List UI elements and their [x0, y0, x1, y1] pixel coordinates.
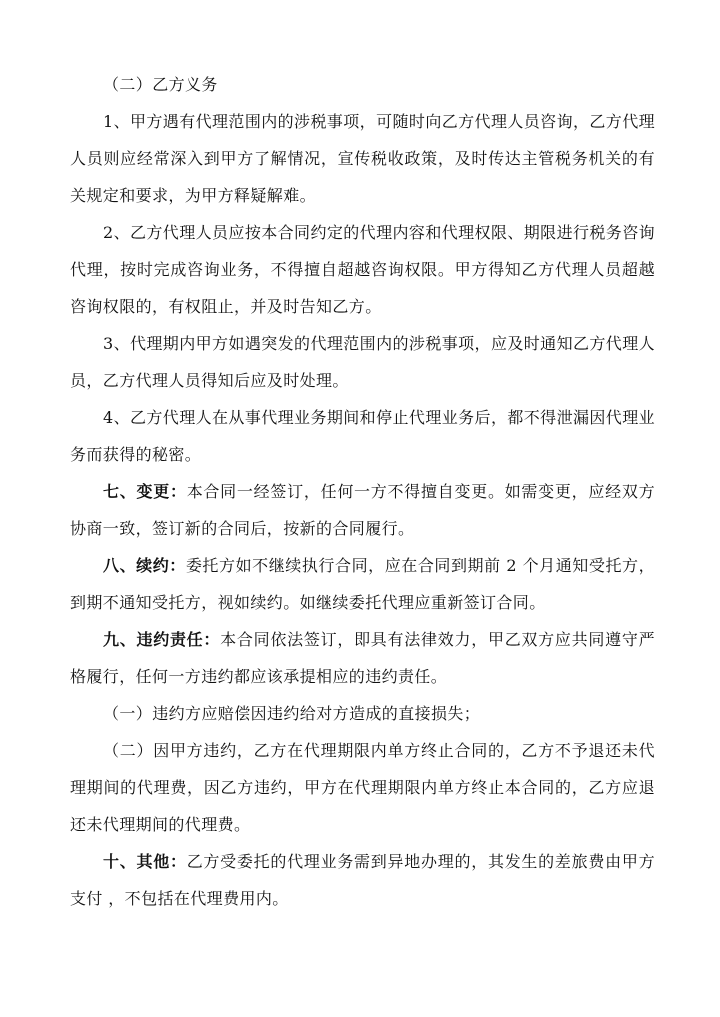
document-page [70, 66, 655, 917]
section-9-label: 九、违约责任： [103, 630, 221, 649]
section-10-paragraph [70, 843, 655, 917]
section-9-item-1: （一）违约方应赔偿因违约给对方造成的直接损失； [103, 704, 481, 723]
section-9-paragraph [70, 621, 655, 695]
section-10-label: 十、其他： [103, 852, 187, 871]
section-8-text: 委托方如不继续执行合同，应在合同到期前 2 个月通知受托方，到期不通知受托方，视如续约。如继续委托代理应重新签订合同。 [70, 556, 655, 612]
duty-3-paragraph: 3、代理期内甲方如遇突发的代理范围内的涉税事项，应及时通知乙方代理人员，乙方代理人员得知后应及时处理。 [70, 334, 655, 390]
section-7-paragraph [70, 473, 655, 547]
section-9-text: 本合同依法签订，即具有法律效力，甲乙双方应共同遵守严格履行，任何一方违约都应该承提相应的违约责任。 [70, 630, 655, 686]
section-8-label: 八、续约： [103, 556, 186, 575]
duty-1-paragraph: 1、甲方遇有代理范围内的涉税事项，可随时向乙方代理人员咨询，乙方代理人员则应经常深入到甲方了解情况，宣传税收政策，及时传达主管税务机关的有关规定和要求，为甲方释疑解难。 [70, 112, 655, 205]
duty-4-paragraph: 4、乙方代理人在从事代理业务期间和停止代理业务后，都不得泄漏因代理业务而获得的秘密。 [70, 408, 655, 464]
section-8-paragraph [70, 547, 655, 621]
section-7-text: 本合同一经签订，任何一方不得擅自变更。如需变更，应经双方协商一致，签订新的合同后，按新的合同履行。 [70, 482, 655, 538]
section-9-item-2: （二）因甲方违约，乙方在代理期限内单方终止合同的，乙方不予退还未代理期间的代理费，因乙方违约，甲方在代理期限内单方终止本合同的，乙方应退还未代理期间的代理费。 [70, 741, 655, 834]
section-10-text: 乙方受委托的代理业务需到异地办理的，其发生的差旅费由甲方支付 ，不包括在代理费用内。 [70, 852, 655, 908]
heading-yi-duties: （二）乙方义务 [103, 75, 218, 94]
duty-2-paragraph: 2、乙方代理人员应按本合同约定的代理内容和代理权限、期限进行税务咨询代理，按时完成咨询业务，不得擅自超越咨询权限。甲方得知乙方代理人员超越咨询权限的，有权阻止，并及时告知乙方。 [70, 223, 655, 316]
section-7-label: 七、变更： [103, 482, 187, 501]
